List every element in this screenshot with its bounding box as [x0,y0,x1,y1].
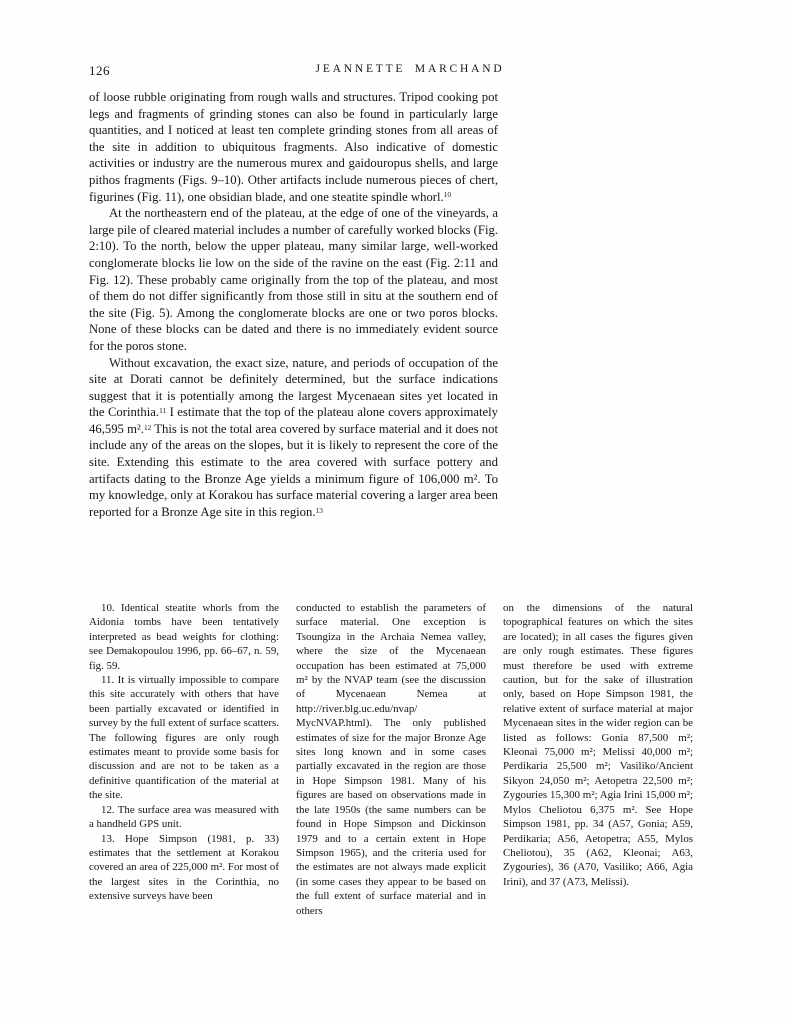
footnote-12: 12. The surface area was measured with a handheld GPS unit. [89,803,279,831]
footnote-ref-10: 10 [443,190,452,200]
running-head-author: JEANNETTE MARCHAND [315,63,505,75]
paragraph-text: I estimate that the top of the plateau alone covers approximately 46,595 m². [89,405,498,436]
body-paragraph-3 [89,355,498,521]
footnote-column-3 [503,601,693,918]
footnote-ref-13: 13 [315,505,323,515]
paragraph-text: Without excavation, the exact size, nature, and periods of occupation of the site at Dorati cannot be definitely determined, but the surface indications suggest that it is potentially among the largest Mycenaean sites yet located in the Corinthia. [89,355,498,420]
footnote-13-continuation-2: on the dimensions of the natural topographical features on which the sites are located); in all cases the figures given are only rough estimates. These figures must therefore be used with extreme caution, but for the sake of illustration only, based on Hope Simpson 1981, the relative extent of surface material at major Mycenaean sites in the wider region can be listed as follows: Gonia 87,500 m²; Kleonai 75,000 m²; Melissi 40,000 m²; Perdikaria 25,500 m²; Vasiliko/Ancient Sikyon 24,050 m²; Aetopetra 22,500 m²; Zygouries 15,300 m²; Agia Irini 15,000 m²; Mylos Cheliotou 6,375 m². See Hope Simpson 1981, pp. 34 (A57, Gonia; A59, Perdikaria; A56, Aetopetra; A55, Mylos Cheliotou), 35 (A62, Kleonai; A63, Zygouries), 36 (A70, Vasiliko; A66, Agia Irini), and 37 (A73, Melissi). [503,602,693,888]
footnote-13-continuation-1: conducted to establish the parameters of surface material. One exception is Tsoungiza in the Archaia Nemea valley, where the size of the Mycenaean occupation has been estimated at 75,000 m² by the NVAP team (see the discussion of Mycenaean Nemea at http://river.blg.uc.edu/nvap/ MycNVAP.html). The only published estimates of size for the major Bronze Age sites long known and in some cases partially excavated in the region are those in Hope Simpson 1981. Many of his figures are based on observations made in the late 1950s (the same numbers can be found in Hope Simpson and Dickinson 1979 and to a certain extent in Hope Simpson 1965), and the criteria used for the estimates are not always made explicit (in some cases they appear to be based on the full extent of surface material and in others [296,602,486,917]
paragraph-text: This is not the total area covered by surface material and it does not include any of the areas on the slopes, but it is likely to represent the core of the site. Extending this estimate to the area covered with surface pottery and artifacts dating to the Bronze Age yields a minimum figure of 106,000 m². To my knowledge, only at Korakou has surface material covering a larger area been reported for a Bronze Age site in this region. [89,421,498,519]
footnote-11: 11. It is virtually impossible to compare this site accurately with others that have been partially excavated or identified in survey by the full extent of surface scatters. The following figures are only rough estimates meant to provide some basis for discussion and are not to be taken as a definitive quantification of the material at the site. [89,674,279,802]
body-paragraph-1 [89,89,498,205]
body-paragraph-2 [89,205,498,354]
footnote-10: 10. Identical steatite whorls from the Aidonia tombs have been tentatively interpreted as bead weights for clothing: see Demakopoulou 1996, pp. 66–67, n. 59, fig. 59. [89,602,279,672]
page-number: 126 [89,63,110,78]
footnotes-section [89,601,693,918]
paragraph-text: of loose rubble originating from rough walls and structures. Tripod cooking pot legs and fragments of grinding stones can also be found in particularly large quantities, and I noticed at least ten complete grinding stones from all areas of the site in addition to ubiquitous fragments. Also indicative of domestic activities or industry are the numerous murex and gaidouropus shells, and large pithos fragments (Figs. 9–10). Other artifacts include numerous pieces of chert, figurines (Fig. 11), one obsidian blade, and one steatite spindle whorl. [89,90,498,204]
page-header [89,63,731,79]
footnote-column-2 [296,601,486,918]
footnote-13: 13. Hope Simpson (1981, p. 33) estimates that the settlement at Korakou covered an area of 225,000 m². For most of the largest sites in the Corinthia, no extensive surveys have been [89,832,279,903]
footnote-ref-11: 11 [159,405,167,415]
footnote-column-1 [89,601,279,918]
body-text-block [89,89,498,520]
footnote-ref-12: 12 [143,422,152,432]
paragraph-text: At the northeastern end of the plateau, at the edge of one of the vineyards, a large pile of cleared material includes a number of carefully worked blocks (Fig. 2:10). To the north, below the upper plateau, many similar large, well-worked conglomerate blocks lie low on the side of the ravine on the east (Fig. 2:11 and Fig. 12). These probably came originally from the top of the plateau, and most of them do not differ significantly from those still in situ at the southern end of the site (Fig. 5). Among the conglomerate blocks are one or two poros blocks. None of these blocks can be dated and there is no immediately evident source for the poros stone. [89,206,498,353]
